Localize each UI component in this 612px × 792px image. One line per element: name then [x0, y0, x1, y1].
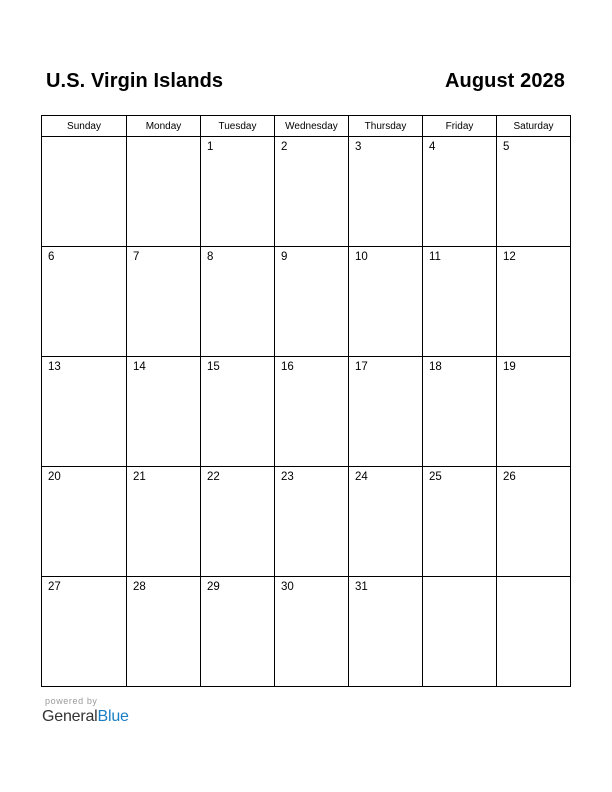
day-cell [127, 247, 201, 357]
day-number: 22 [207, 471, 220, 483]
day-number: 28 [133, 581, 146, 593]
day-cell [201, 577, 275, 687]
day-number: 5 [503, 141, 510, 153]
day-cell [497, 137, 571, 247]
day-cell [42, 577, 127, 687]
day-number: 15 [207, 361, 220, 373]
week-row [42, 357, 571, 467]
day-cell [275, 247, 349, 357]
day-number: 2 [281, 141, 288, 153]
day-cell [275, 467, 349, 577]
day-cell [42, 467, 127, 577]
day-number: 27 [48, 581, 61, 593]
day-number: 7 [133, 251, 140, 263]
weekday-header: Sunday [42, 116, 127, 137]
week-row [42, 247, 571, 357]
day-number: 1 [207, 141, 214, 153]
day-number: 9 [281, 251, 288, 263]
day-cell [201, 357, 275, 467]
generalblue-logo[interactable] [42, 696, 129, 726]
day-number: 4 [429, 141, 436, 153]
day-number [42, 137, 126, 141]
day-cell [275, 577, 349, 687]
weekday-header: Wednesday [275, 116, 349, 137]
day-cell [497, 577, 571, 687]
weekday-header: Monday [127, 116, 201, 137]
week-row [42, 577, 571, 687]
day-cell [349, 577, 423, 687]
day-number: 11 [429, 251, 441, 263]
day-cell [201, 247, 275, 357]
day-cell [349, 247, 423, 357]
day-cell [201, 137, 275, 247]
brand-name-general: General [42, 708, 98, 725]
day-cell [275, 137, 349, 247]
day-cell [127, 467, 201, 577]
day-number: 8 [207, 251, 214, 263]
day-number: 25 [429, 471, 442, 483]
day-cell [497, 467, 571, 577]
day-number: 29 [207, 581, 220, 593]
day-number: 13 [48, 361, 61, 373]
day-cell [423, 247, 497, 357]
day-number: 10 [355, 251, 368, 263]
day-number: 24 [355, 471, 368, 483]
day-number [127, 137, 200, 141]
powered-by-text: powered by [45, 696, 98, 706]
day-cell [201, 467, 275, 577]
day-cell [423, 357, 497, 467]
day-cell [423, 467, 497, 577]
day-number: 31 [355, 581, 368, 593]
weekday-header: Tuesday [201, 116, 275, 137]
day-number: 17 [355, 361, 368, 373]
day-number: 21 [133, 471, 146, 483]
day-number: 20 [48, 471, 61, 483]
weekday-header-row [42, 116, 571, 137]
day-number [497, 577, 570, 581]
brand-name [42, 707, 129, 726]
week-row [42, 137, 571, 247]
day-number: 18 [429, 361, 442, 373]
day-number: 26 [503, 471, 516, 483]
day-number: 23 [281, 471, 294, 483]
day-cell [127, 357, 201, 467]
week-row [42, 467, 571, 577]
day-number: 14 [133, 361, 146, 373]
day-cell [127, 577, 201, 687]
day-cell [42, 357, 127, 467]
weekday-header: Saturday [497, 116, 571, 137]
day-number: 16 [281, 361, 294, 373]
brand-name-blue: Blue [97, 708, 129, 725]
calendar-grid [41, 115, 571, 687]
day-cell [127, 137, 201, 247]
day-cell [42, 247, 127, 357]
day-cell [423, 577, 497, 687]
day-cell [349, 137, 423, 247]
day-number: 6 [48, 251, 55, 263]
day-cell [423, 137, 497, 247]
day-cell [275, 357, 349, 467]
day-cell [497, 247, 571, 357]
calendar-month-title: August 2028 [444, 70, 565, 92]
day-number: 30 [281, 581, 294, 593]
day-cell [42, 137, 127, 247]
day-number: 19 [503, 361, 516, 373]
day-number [423, 577, 496, 581]
day-cell [497, 357, 571, 467]
day-cell [349, 467, 423, 577]
day-number: 12 [503, 251, 516, 263]
calendar-region-title: U.S. Virgin Islands [46, 70, 224, 92]
weekday-header: Thursday [349, 116, 423, 137]
weekday-header: Friday [423, 116, 497, 137]
day-number: 3 [355, 141, 362, 153]
day-cell [349, 357, 423, 467]
